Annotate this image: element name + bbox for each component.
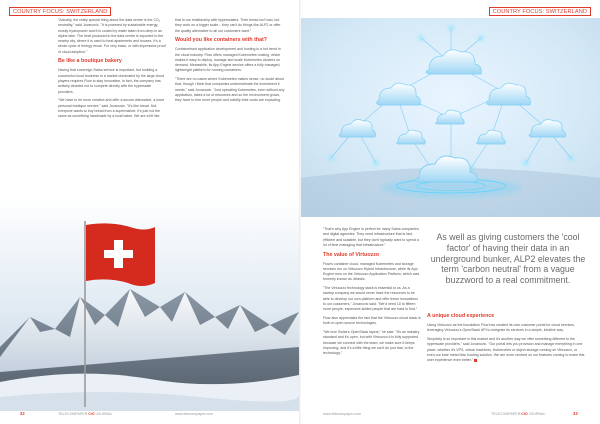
paragraph: Having that sovereign Swiss service is important, but building a successful cloud business in a market dominated by the large cloud players requires Flow to stay innovative. In fact, the company has actively decided not to compete directly with the hyperscale providers. [58,68,165,94]
footer-brand-left: TELECOMPAPER CIO JOURNAL [58,412,113,416]
left-column-2 [175,18,285,107]
paragraph: "We love Swiss's OpenStack layers," he said. "It's an industry standard and it's open, but with Virtuozzo it is fully supported because we connect with the team, we make sure it keeps improving, and it's a little thing we can't do just that, to the technology." [323,330,420,356]
paragraph: "The Virtuozzo technology stack is essential to us. As a startup company we would never have the resources to be able to develop our own platform and offer these innovations to our customers," Jovanovic said. "We'd need 10 to fifteen more people, expensive skilled people that are hard to find." [323,286,418,312]
paragraph: Flow also appreciates the fact that the Virtuozzo cloud stack is built on open-source technologies. [323,316,421,326]
paragraph: "We have to be more creative and offer a secure alternative, a more personal boutique service," said Jovanovic. "It's like bread. Not everyone wants to buy bread from a supermarket. It's just not the same as something handmade by a local baker. We are a bit like [58,98,165,119]
subheading: Be like a boutique bakery [58,58,122,65]
swiss-flag-mountain-photo [0,197,299,411]
right-column-1 [323,227,421,360]
section-tag-left: COUNTRY FOCUS: SWITZERLAND [9,7,111,16]
mountain-illustration [0,197,299,411]
cloud-network-illustration [301,18,600,217]
paragraph: Containerised application development and hosting is a hot trend in the cloud industry. Flow offers managed Kubernetes hosting, which makes it easy to deploy, manage and scale Kubernetes clusters on demand. Meanwhile, its App Engine service offers a fully managed, lightweight platform for running containers. [175,47,281,73]
footer-site-left[interactable]: www.telecompaper.com [175,412,213,416]
cloud-graphic [301,18,600,217]
paragraph: "That's why App Engine is perfect for many Swiss companies and digital agencies. They need infrastructure that is fast, efficient and scalable, but they don't typically want to spend a lot of time managing that infrastructure." [323,227,419,247]
section-tag-right: COUNTRY FOCUS: SWITZERLAND [489,7,591,16]
page-number-left: 32 [20,411,25,416]
right-column-2 [427,311,585,367]
paragraph: Flow's container cloud, managed Kubernetes and storage services run on Virtuozzo Hybrid Infrastructure, while its App Engine runs on the Virtuozzo Application Platform, which was formerly known as Jelastic. [323,261,420,282]
subheading: Would you like containers with that? [175,37,268,44]
paragraph-text: Simplicity is so important in this market and it's another way we offer something different to the hyperscale providers," said Jovanovic. "Our portal lets you provision and manage everything in one place, whether it's VPS, virtual machines, Kubernetes or object storage running on Virtuozzo, or even our bare metal Mac hosting solution. We are more centred on our features coming to make this user experience even better." [427,336,585,363]
page-number-right: 33 [573,411,578,416]
subheading: A unique cloud experience [427,313,495,319]
article-end-icon [474,359,477,362]
footer-right [301,410,600,418]
footer-site-right[interactable]: www.telecompaper.com [323,412,361,416]
footer-left [0,410,299,418]
paragraph [427,337,585,363]
paragraph: "There are no cases where Kubernetes makes sense, no doubt about that, though I think that companies underestimate the investment it needs," said Jovanovic. "Just operating Kubernetes, even without any application, takes a lot of resources and so the environment grows, they have to hire more people and solidify their costs are exploding. [175,77,285,103]
footer-brand-right: TELECOMPAPER CIO JOURNAL [491,412,546,416]
pull-quote: As well as giving customers the 'cool factor' of having their data in an underground bunker, ALP2 elevates the term 'carbon neutral' from a vague buzzword to a real commitment. [430,232,586,286]
left-column-1 [58,18,167,123]
paragraph: "Actually, the really special thing about the data centre is the CO₂ neutrality," said Jovanovic. "It is powered by sustainable energy, mostly hydropower and it is cooled by water taken from deep in an alpine lake. The heat produced in the data centre is exported to the nearby city, where it is used to heat apartments and houses. It's a whole cycle of energy reuse. For very basic, or with impressive proof of cloud adoption." [58,18,166,54]
subheading: The value of Virtuozzo [323,251,380,258]
paragraph: Using Virtuozzo as the foundation Flow has created its own customer portal for cloud services, leveraging Virtuozzo's OpenStack API to integrate its services in a simple, intuitive way. [427,323,575,333]
paragraph: that in our relationship with hyperscalers. Their bread isn't bad, but they work on a bigger scale – they can't do things like ALP2 or offer the quality alternative to all our customers want." [175,18,281,33]
swiss-flag [86,223,155,286]
